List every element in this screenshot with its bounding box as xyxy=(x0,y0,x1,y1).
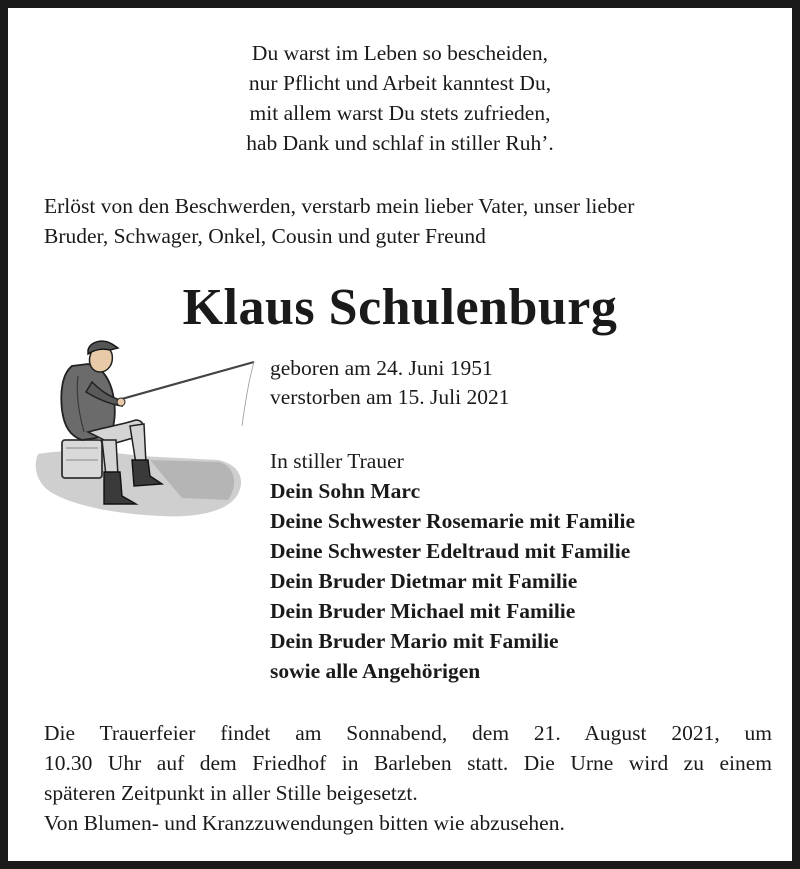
service-line: 10.30 Uhr auf dem Friedhof in Barleben statt. Die Urne wird zu einem xyxy=(44,751,772,775)
deceased-name: Klaus Schulenburg xyxy=(182,279,618,336)
mourner-name: Dein Bruder Michael mit Familie xyxy=(270,599,576,623)
poem xyxy=(8,38,792,158)
death-date: verstorben am 15. Juli 2021 xyxy=(270,385,510,409)
mourner-name: Dein Sohn Marc xyxy=(270,479,421,503)
poem-line: nur Pflicht und Arbeit kanntest Du, xyxy=(248,71,552,95)
mourning-heading: In stiller Trauer xyxy=(270,449,404,473)
mourner-name: sowie alle Angehörigen xyxy=(270,659,481,683)
mourner-name: Deine Schwester Edeltraud mit Familie xyxy=(270,539,631,563)
mourner-name: Deine Schwester Rosemarie mit Familie xyxy=(270,509,635,533)
poem-line: mit allem warst Du stets zufrieden, xyxy=(249,101,551,125)
poem-line: Du warst im Leben so bescheiden, xyxy=(251,41,549,65)
intro-line: Erlöst von den Beschwerden, verstarb mein lieber Vater, unser lieber xyxy=(44,194,635,218)
poem-line: hab Dank und schlaf in stiller Ruh’. xyxy=(246,131,554,155)
life-dates xyxy=(270,354,509,412)
intro-line: Bruder, Schwager, Onkel, Cousin und guter Freund xyxy=(44,224,486,248)
flower-note: Von Blumen- und Kranzzuwendungen bitten wie abzusehen. xyxy=(44,811,565,835)
service-line: Die Trauerfeier findet am Sonnabend, dem 21. August 2021, um xyxy=(44,721,772,745)
service-line: späteren Zeitpunkt in aller Stille beigesetzt. xyxy=(44,781,418,805)
mourner-name: Dein Bruder Dietmar mit Familie xyxy=(270,569,578,593)
mourners-list xyxy=(270,446,635,686)
birth-date: geboren am 24. Juni 1951 xyxy=(270,356,493,380)
angler-fishing-icon xyxy=(32,336,258,526)
mourner-name: Dein Bruder Mario mit Familie xyxy=(270,629,559,653)
service-info xyxy=(44,718,772,838)
intro-text xyxy=(44,191,772,251)
